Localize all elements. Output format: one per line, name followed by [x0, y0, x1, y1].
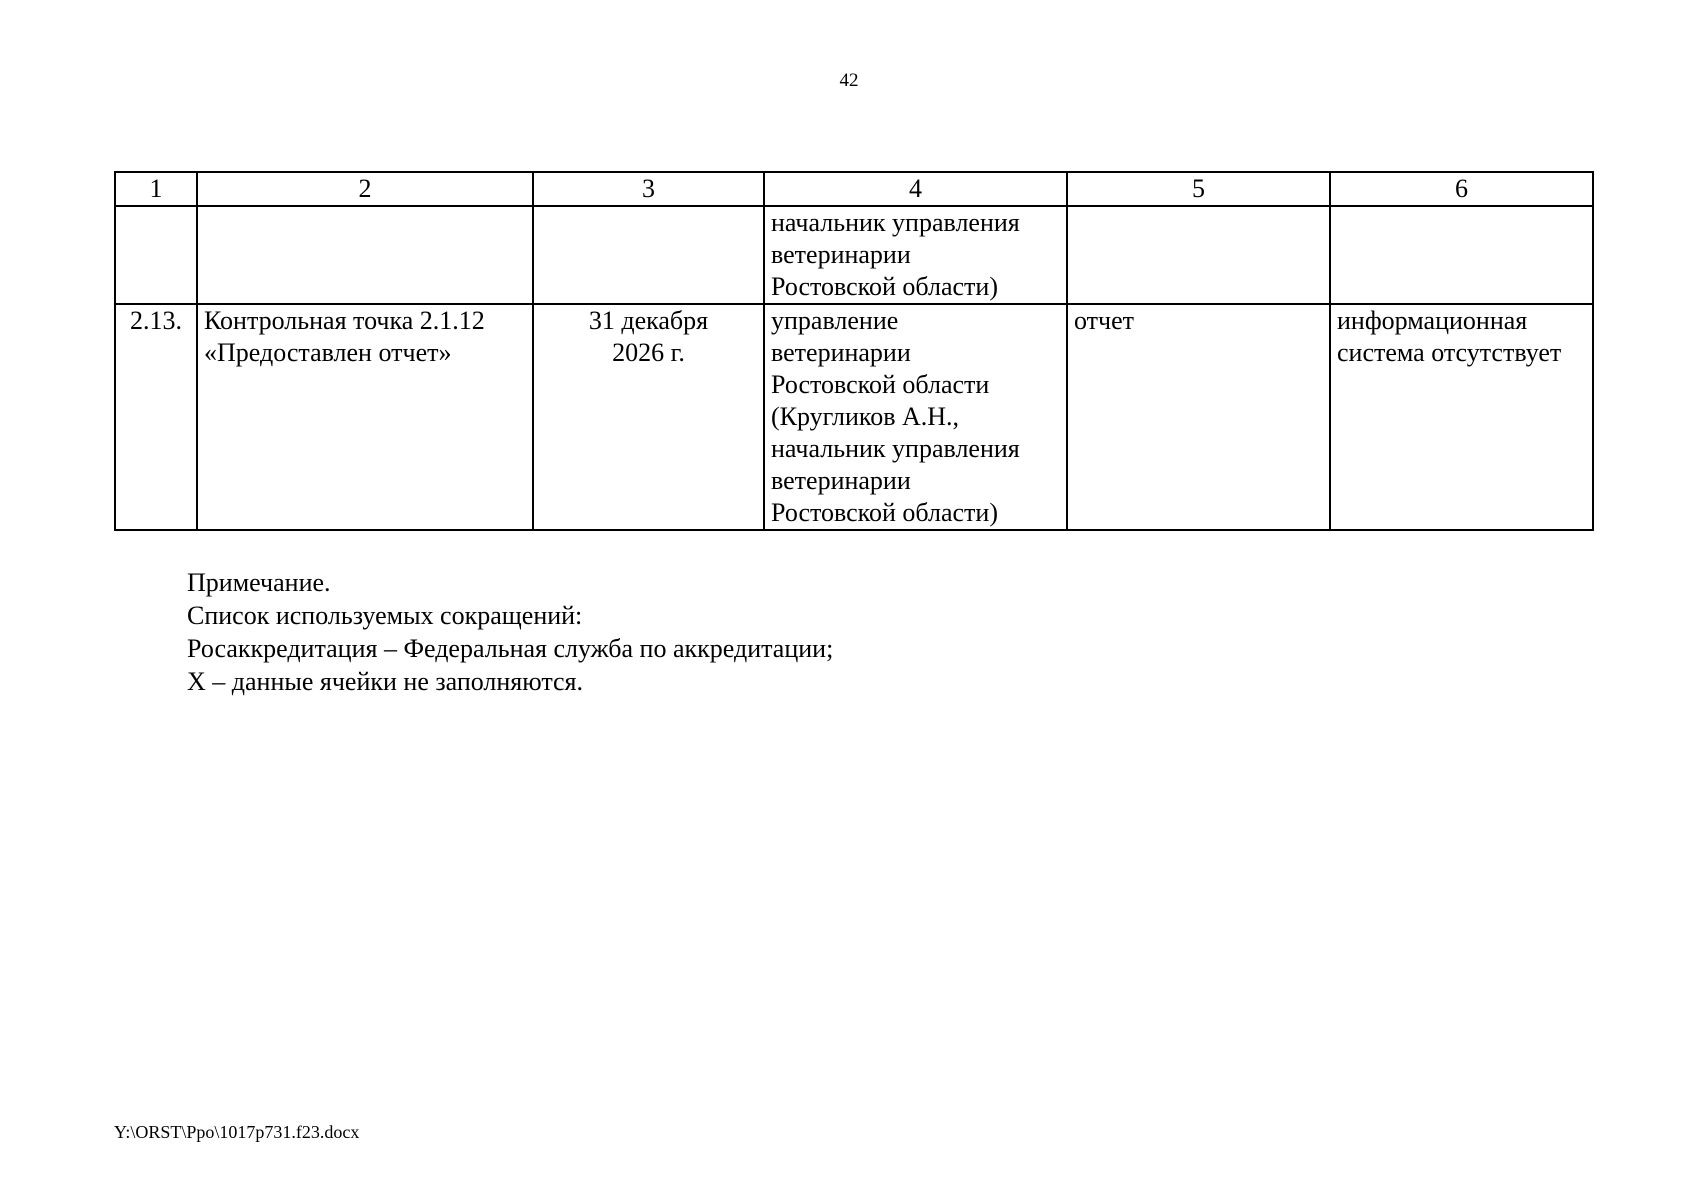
continued-cell-document: [1067, 206, 1330, 304]
notes-section: [187, 566, 833, 698]
row-responsible-line: начальник управления: [771, 434, 1020, 463]
implementation-plan-table: [114, 171, 1594, 531]
row-date-line: 2026 г.: [612, 338, 685, 367]
header-cell-5: 5: [1067, 172, 1330, 206]
row-responsible-line: (Кругликов А.Н.,: [771, 402, 960, 431]
continued-cell-name: [197, 206, 533, 304]
header-cell-4: 4: [764, 172, 1067, 206]
row-responsible-line: ветеринарии: [771, 338, 911, 367]
header-cell-2: 2: [197, 172, 533, 206]
table-row-continued: [115, 206, 1593, 304]
footer-file-path: Y:\ORST\Ppo\1017p731.f23.docx: [114, 1122, 360, 1142]
header-cell-6: 6: [1330, 172, 1593, 206]
row-document-cell: отчет: [1067, 304, 1330, 530]
row-responsible-line: Ростовской области): [771, 498, 998, 527]
notes-title: Примечание.: [187, 568, 331, 597]
row-system-line: система отсутствует: [1337, 338, 1562, 367]
row-date-cell: [533, 304, 764, 530]
row-responsible-line: ветеринарии: [771, 466, 911, 495]
header-cell-3: 3: [533, 172, 764, 206]
row-system-cell: [1330, 304, 1593, 530]
continued-responsible-line: Ростовской области): [771, 272, 998, 301]
row-name-cell: [197, 304, 533, 530]
abbreviation-item: Росаккредитация – Федеральная служба по аккредитации;: [187, 634, 834, 663]
row-responsible-line: Ростовской области: [771, 370, 990, 399]
row-system-line: информационная: [1337, 306, 1528, 335]
continued-cell-responsible: [764, 206, 1067, 304]
continued-responsible-line: ветеринарии: [771, 240, 911, 269]
header-cell-1: 1: [115, 172, 197, 206]
page-number: 42: [839, 70, 859, 91]
row-date-line: 31 декабря: [588, 306, 709, 335]
abbreviation-item: Х – данные ячейки не заполняются.: [187, 667, 584, 696]
table-row-2-13: [115, 304, 1593, 530]
table-header-row: [115, 172, 1593, 206]
continued-cell-number: [115, 206, 197, 304]
row-name-line: «Предоставлен отчет»: [204, 338, 452, 367]
row-number: 2.13.: [115, 304, 197, 530]
row-responsible-cell: [764, 304, 1067, 530]
continued-cell-date: [533, 206, 764, 304]
abbreviations-list-title: Список используемых сокращений:: [187, 601, 583, 630]
row-responsible-line: управление: [771, 306, 899, 335]
row-name-line: Контрольная точка 2.1.12: [204, 306, 485, 335]
continued-cell-system: [1330, 206, 1593, 304]
continued-responsible-line: начальник управления: [771, 208, 1020, 237]
